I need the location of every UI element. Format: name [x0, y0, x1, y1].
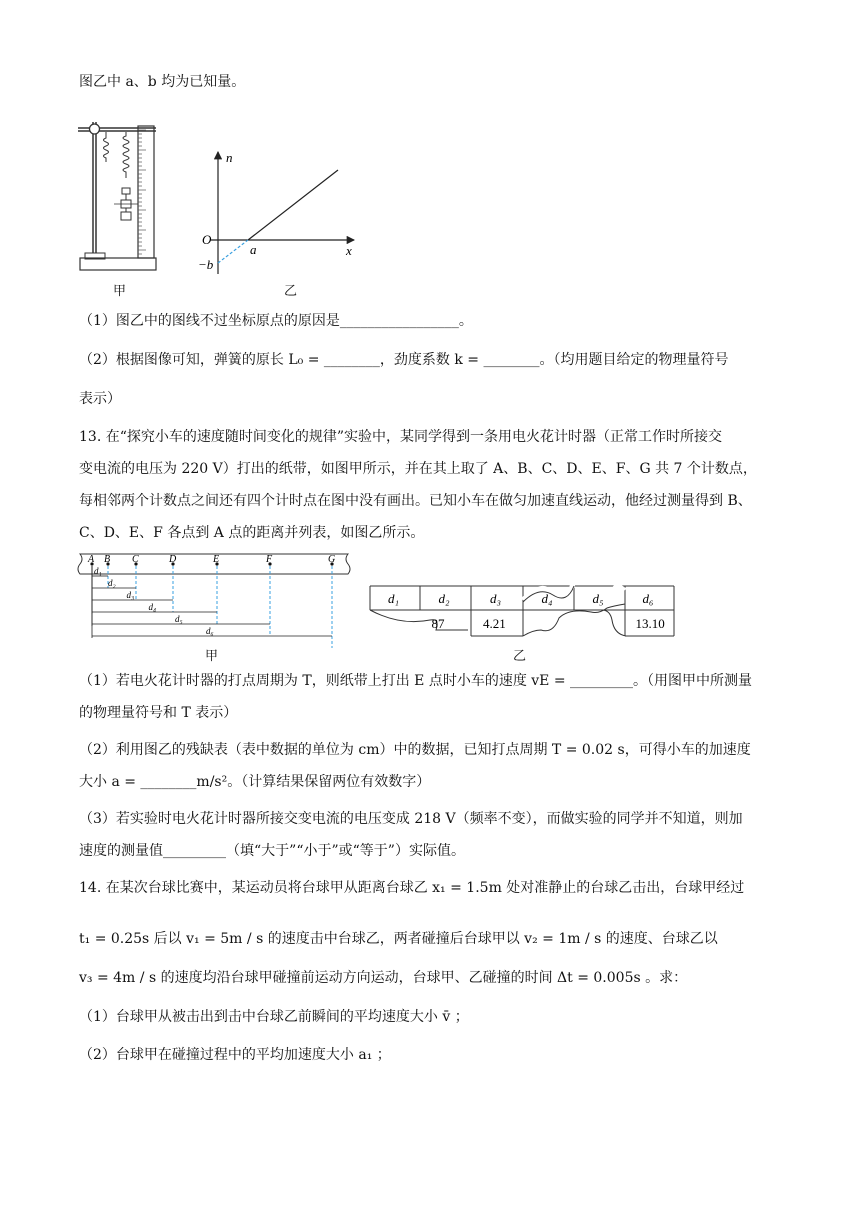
axis-y-label: n: [226, 150, 233, 165]
q13-part2: （2）利用图乙的残缺表（表中数据的单位为 cm）中的数据，已知打点周期 T = 0.02 s，可得小车的加速度: [79, 742, 751, 758]
q13-part1: （1）若电火花计时器的打点周期为 T，则纸带上打出 E 点时小车的速度 vE = _________。（用图甲中所测量: [79, 673, 753, 689]
q14-part2: （2）台球甲在碰撞过程中的平均加速度大小 a₁ ；: [79, 1047, 391, 1063]
fig13-caption-yi: 乙: [513, 649, 527, 664]
tape-dim-label-1: d₁: [94, 566, 102, 576]
q12-part2: （2）根据图像可知，弹簧的原长 L₀ = ________，劲度系数 k = ________。（均用题目给定的物理量符号: [79, 352, 729, 368]
tape-dim-label-6: d₆: [206, 626, 214, 636]
fig12-caption-yi: 乙: [284, 284, 298, 299]
graph-line: [248, 170, 338, 240]
broken-data-table: [364, 580, 680, 646]
tape-label-F: F: [266, 554, 273, 565]
q13-part2-cont: 大小 a = ________m/s²。（计算结果保留两位有效数字）: [79, 774, 431, 790]
paper-tape-figure: [74, 550, 354, 650]
q13-line2: 变电流的电压为 220 V）打出的纸带，如图甲所示，并在其上取了 A、B、C、D、E、F、G 共 7 个计数点，: [79, 461, 757, 477]
table-header-3: d₃: [490, 591, 502, 606]
table-header-1: d₁: [388, 591, 400, 606]
table-header-5: d₅: [592, 591, 604, 606]
tape-dim-label-2: d₂: [108, 578, 116, 588]
tape-label-D: D: [169, 554, 177, 565]
q14-line3: v₃ = 4m / s 的速度均沿台球甲碰撞前运动方向运动，台球甲、乙碰撞的时间 Δt = 0.005s 。求：: [79, 970, 688, 986]
intro-text: 图乙中 a、b 均为已知量。: [79, 74, 246, 90]
table-value-6: 13.10: [635, 616, 665, 631]
q14-line1: 14. 在某次台球比赛中，某运动员将台球甲从距离台球乙 x₁ = 1.5m 处对准静止的台球乙击出，台球甲经过: [79, 880, 745, 896]
tape-label-E: E: [213, 554, 220, 565]
tape-label-A: A: [88, 554, 95, 565]
tape-dim-label-5: d₅: [175, 614, 183, 624]
q12-part2-cont: 表示）: [79, 391, 121, 407]
tape-dim-label-3: d₃: [126, 590, 135, 600]
q14-part1: （1）台球甲从被击出到击中台球乙前瞬间的平均速度大小 v̄ ；: [79, 1009, 469, 1025]
n-x-graph: [196, 144, 366, 279]
q13-part3-cont: 速度的测量值_________（填“大于”“小于”或“等于”）实际值。: [79, 843, 465, 859]
q14-line2: t₁ = 0.25s 后以 v₁ = 5m / s 的速度击中台球乙，两者碰撞后台球甲以 v₂ = 1m / s 的速度、台球乙以: [79, 931, 718, 947]
tape-label-G: G: [328, 554, 336, 565]
axis-x-label: x: [346, 243, 352, 258]
table-header-6: d₆: [642, 591, 654, 606]
table-value-3: 4.21: [483, 616, 506, 631]
table-value-2: 87: [431, 616, 445, 631]
fig13-caption-jia: 甲: [205, 649, 219, 664]
q12-part1: （1）图乙中的图线不过坐标原点的原因是_________________。: [79, 313, 473, 329]
q13-line4: C、D、E、F 各点到 A 点的距离并列表，如图乙所示。: [79, 525, 425, 541]
table-header-4: d₄: [541, 591, 553, 606]
q13-line1: 13. 在“探究小车的速度随时间变化的规律”实验中，某同学得到一条用电火花计时器（正常工作时所接交: [79, 429, 723, 445]
fig12-caption-jia: 甲: [113, 284, 127, 299]
q13-part1-cont: 的物理量符号和 T 表示）: [79, 705, 238, 721]
extension-dashed-line: [218, 240, 248, 263]
q13-line3: 每相邻两个计数点之间还有四个计时点在图中没有画出。已知小车在做匀加速直线运动，他经过测量得到 B、: [79, 493, 752, 509]
tape-label-B: B: [104, 554, 111, 565]
point-b-label: −b: [198, 257, 214, 272]
q13-part3: （3）若实验时电火花计时器所接交变电流的电压变成 218 V（频率不变），而做实验的同学并不知道，则加: [79, 811, 743, 827]
tape-label-C: C: [132, 554, 139, 565]
tape-dim-label-4: d₄: [148, 602, 157, 612]
spring-apparatus-figure: [76, 112, 160, 278]
table-header-2: d₂: [438, 591, 450, 606]
origin-label: O: [202, 232, 212, 247]
point-a-label: a: [250, 242, 257, 257]
